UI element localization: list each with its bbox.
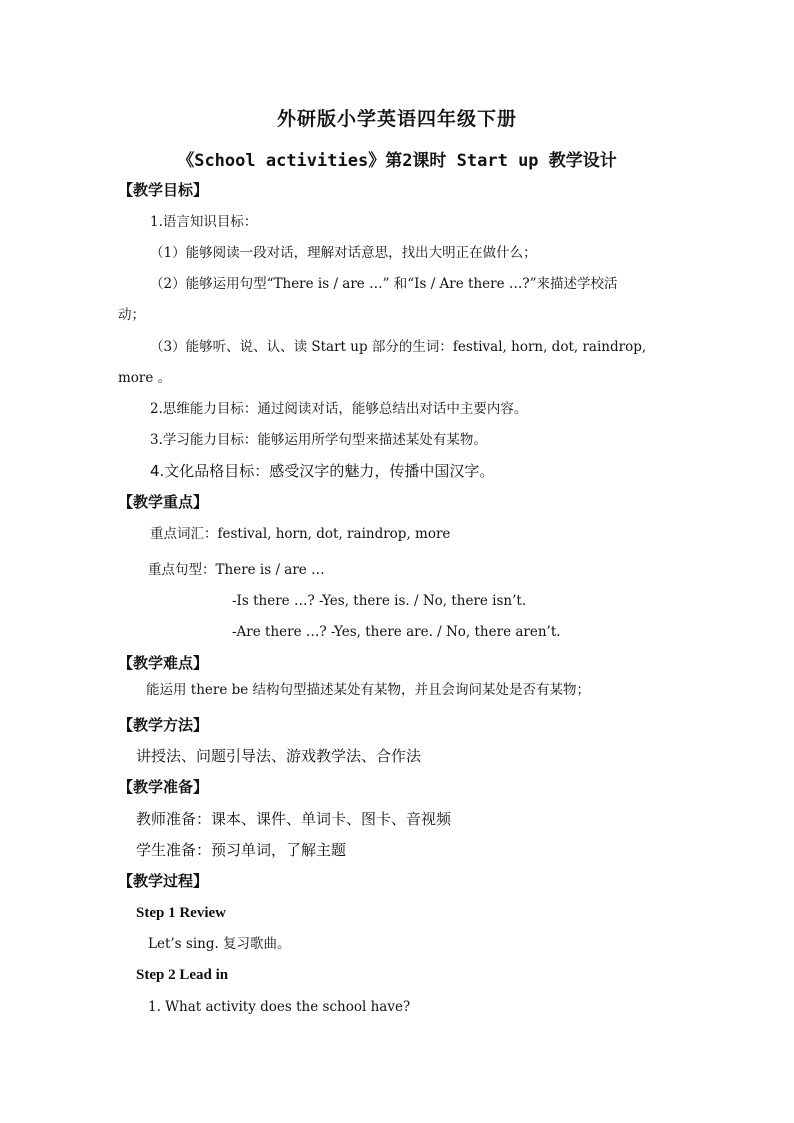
objective-sub-3-cont: more 。 — [118, 370, 172, 386]
objective-item-1: 1.语言知识目标： — [150, 214, 258, 230]
preparation-heading: 【教学准备】 — [118, 778, 209, 796]
student-preparation: 学生准备：预习单词，了解主题 — [136, 841, 347, 859]
step-2-title: Step 2 Lead in — [136, 967, 229, 983]
objective-item-2: 2.思维能力目标：通过阅读对话，能够总结出对话中主要内容。 — [150, 401, 528, 417]
document-subtitle: 《School activities》第2课时 Start up 教学设计 — [177, 151, 617, 171]
teacher-preparation: 教师准备：课本、课件、单词卡、图卡、音视频 — [136, 810, 452, 828]
key-question-1: -Is there …? -Yes, there is. / No, there isn’t. — [232, 593, 527, 609]
document-title: 外研版小学英语四年级下册 — [276, 108, 517, 130]
key-pattern: 重点句型：There is / are … — [148, 562, 325, 578]
difficulties-heading: 【教学难点】 — [118, 654, 209, 672]
methods-text: 讲授法、问题引导法、游戏教学法、合作法 — [136, 747, 422, 765]
objective-item-4: 4.文化品格目标：感受汉字的魅力，传播中国汉字。 — [150, 462, 495, 480]
objective-sub-1: （1）能够阅读一段对话，理解对话意思，找出大明正在做什么； — [150, 245, 537, 261]
objective-sub-2-cont: 动； — [118, 307, 145, 323]
objective-sub-2: （2）能够运用句型“There is / are …” 和“Is / Are there …?”来描述学校活 — [150, 276, 618, 292]
key-question-2: -Are there …? -Yes, there are. / No, there aren’t. — [232, 624, 561, 640]
key-points-heading: 【教学重点】 — [118, 493, 209, 511]
objective-sub-3: （3）能够听、说、认、读 Start up 部分的生词：festival, horn, dot, raindrop, — [150, 339, 647, 355]
objectives-heading: 【教学目标】 — [118, 181, 209, 199]
step-1-text: Let’s sing. 复习歌曲。 — [148, 936, 291, 952]
step-2-text: 1. What activity does the school have? — [148, 999, 411, 1015]
difficulties-text: 能运用 there be 结构句型描述某处有某物，并且会询问某处是否有某物； — [146, 682, 591, 698]
key-vocab: 重点词汇：festival, horn, dot, raindrop, more — [150, 526, 451, 542]
process-heading: 【教学过程】 — [118, 872, 209, 890]
objective-item-3: 3.学习能力目标：能够运用所学句型来描述某处有某物。 — [150, 432, 487, 448]
methods-heading: 【教学方法】 — [118, 716, 209, 734]
step-1-title: Step 1 Review — [136, 905, 226, 921]
